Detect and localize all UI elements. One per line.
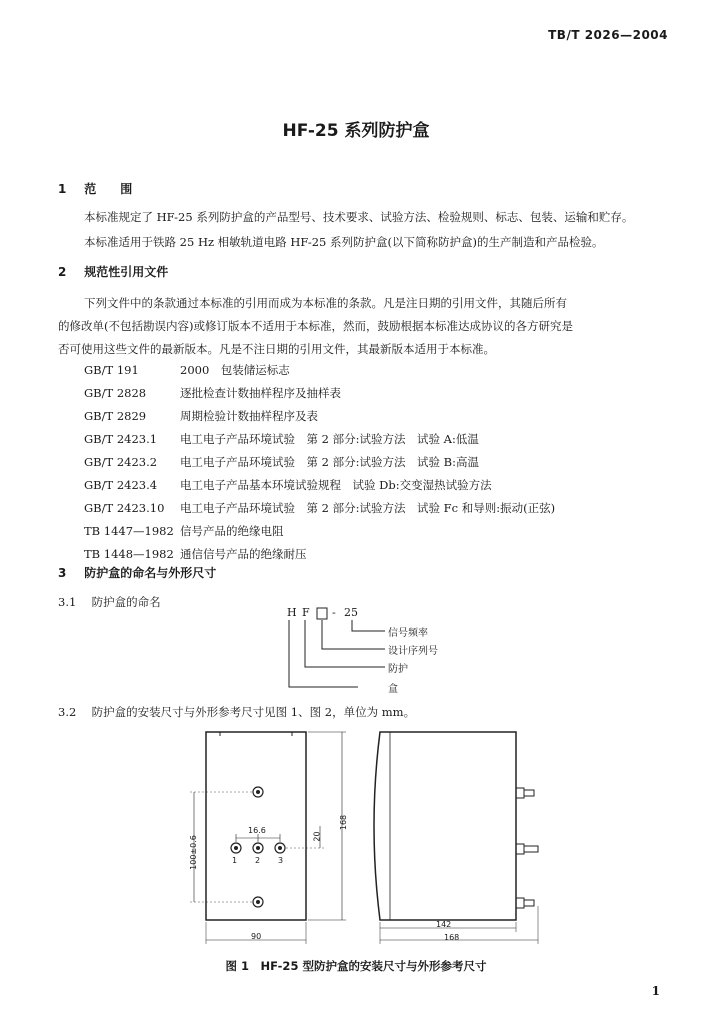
section-2-intro-line-1: 下列文件中的条款通过本标准的引用而成为本标准的条款。凡是注日期的引用文件，其随后所有 [84,296,567,310]
dim-terminal-offset: 20 [312,831,322,842]
subsection-3-2 [58,704,415,720]
reference-code: GB/T 191 [84,363,139,377]
naming-diagram-lines [280,604,390,696]
section-number: 1 [58,182,67,196]
naming-placeholder-box [317,608,327,619]
reference-title: 电工电子产品环境试验 第 2 部分:试验方法 试验 A:低温 [180,432,479,446]
reference-item [84,477,492,493]
reference-item [84,408,318,424]
section-2-intro-line-3: 否可使用这些文件的最新版本。凡是不注日期的引用文件，其最新版本适用于本标准。 [58,342,495,356]
figure-caption: 图 1 HF-25 型防护盒的安装尺寸与外形参考尺寸 [225,959,487,973]
naming-label-serial: 设计序列号 [388,646,438,657]
section-title: 范 围 [84,182,133,196]
reference-title: 周期检验计数抽样程序及表 [180,409,318,423]
reference-title: 电工电子产品环境试验 第 2 部分:试验方法 试验 B:高温 [180,455,479,469]
reference-title: 信号产品的绝缘电阻 [180,524,284,538]
reference-code: TB 1447—1982 [84,524,174,538]
section-title: 防护盒的命名与外形尺寸 [84,566,217,580]
naming-label-protect: 防护 [388,664,408,675]
dim-front-height: 168 [339,814,349,831]
section-1-para-2: 本标准适用于铁路 25 Hz 相敏轨道电路 HF-25 系列防护盒(以下简称防护盒)的生产制造和产品检验。 [84,235,604,249]
page-number: 1 [651,984,660,998]
reference-item [84,431,479,447]
naming-line-serial [322,620,385,649]
connector-top [524,790,534,796]
reference-code: GB/T 2423.1 [84,432,158,446]
reference-code: GB/T 2423.10 [84,501,165,515]
reference-code: TB 1448—1982 [84,547,174,561]
section-title: 规范性引用文件 [84,265,169,279]
standard-number: TB/T 2026—2004 [548,28,668,42]
reference-code: GB/T 2829 [84,409,147,423]
terminal-label-3: 3 [278,856,284,865]
connector-middle [524,846,538,852]
side-body-outline [374,732,516,920]
naming-dash: - [332,606,336,619]
naming-line-box [289,620,358,687]
terminal-label-2: 2 [255,856,261,865]
naming-letter-h: H [287,606,297,619]
figure-side-view [360,726,560,954]
section-2-intro-line-2: 的修改单(不包括勘误内容)或修订版本不适用于本标准，然而，鼓励根据本标准达成协议的各方研究是 [58,319,573,333]
connector-bottom [524,900,534,906]
reference-item [84,523,284,539]
section-number: 3 [58,566,67,580]
reference-title: 电工电子产品基本环境试验规程 试验 Db:交变湿热试验方法 [180,478,492,492]
section-number: 2 [58,265,67,279]
reference-item [84,500,555,516]
dim-total-depth: 168 [444,933,460,942]
reference-code: GB/T 2423.2 [84,455,158,469]
reference-title: 电工电子产品环境试验 第 2 部分:试验方法 试验 Fc 和导则:振动(正弦) [180,501,556,515]
page-title: HF-25 系列防护盒 [282,121,430,141]
reference-code: GB/T 2423.4 [84,478,158,492]
naming-number: 25 [344,606,358,619]
terminal-label-1: 1 [232,856,238,865]
naming-label-frequency: 信号频率 [388,628,428,639]
subsection-number: 3.2 [58,705,77,719]
section-1-para-1: 本标准规定了 HF-25 系列防护盒的产品型号、技术要求、试验方法、检验规则、标志、包装、运输和贮存。 [84,210,634,224]
naming-line-freq [352,620,385,631]
reference-item [84,362,290,378]
dim-terminal-pitch: 16.6 [248,826,266,835]
naming-line-protect [305,620,385,667]
subsection-title: 防护盒的命名 [91,595,161,609]
reference-code: GB/T 2828 [84,386,147,400]
subsection-text: 防护盒的安装尺寸与外形参考尺寸见图 1、图 2，单位为 mm。 [91,705,416,719]
dim-body-depth: 142 [436,920,452,929]
section-1-heading [58,180,132,197]
section-3-heading [58,564,216,581]
reference-item [84,385,341,401]
dim-hole-spacing: 100±0.6 [188,835,198,870]
reference-title: 通信信号产品的绝缘耐压 [180,547,307,561]
reference-title: 2000 包装储运标志 [180,363,290,377]
figure-front-view [180,726,350,954]
naming-label-box: 盒 [388,684,398,695]
reference-title: 逐批检查计数抽样程序及抽样表 [180,386,341,400]
subsection-number: 3.1 [58,595,77,609]
section-2-heading [58,263,168,280]
subsection-3-1-heading [58,594,161,610]
naming-letter-f: F [302,606,310,619]
reference-item [84,546,307,562]
reference-item [84,454,479,470]
dim-front-width: 90 [251,932,262,941]
